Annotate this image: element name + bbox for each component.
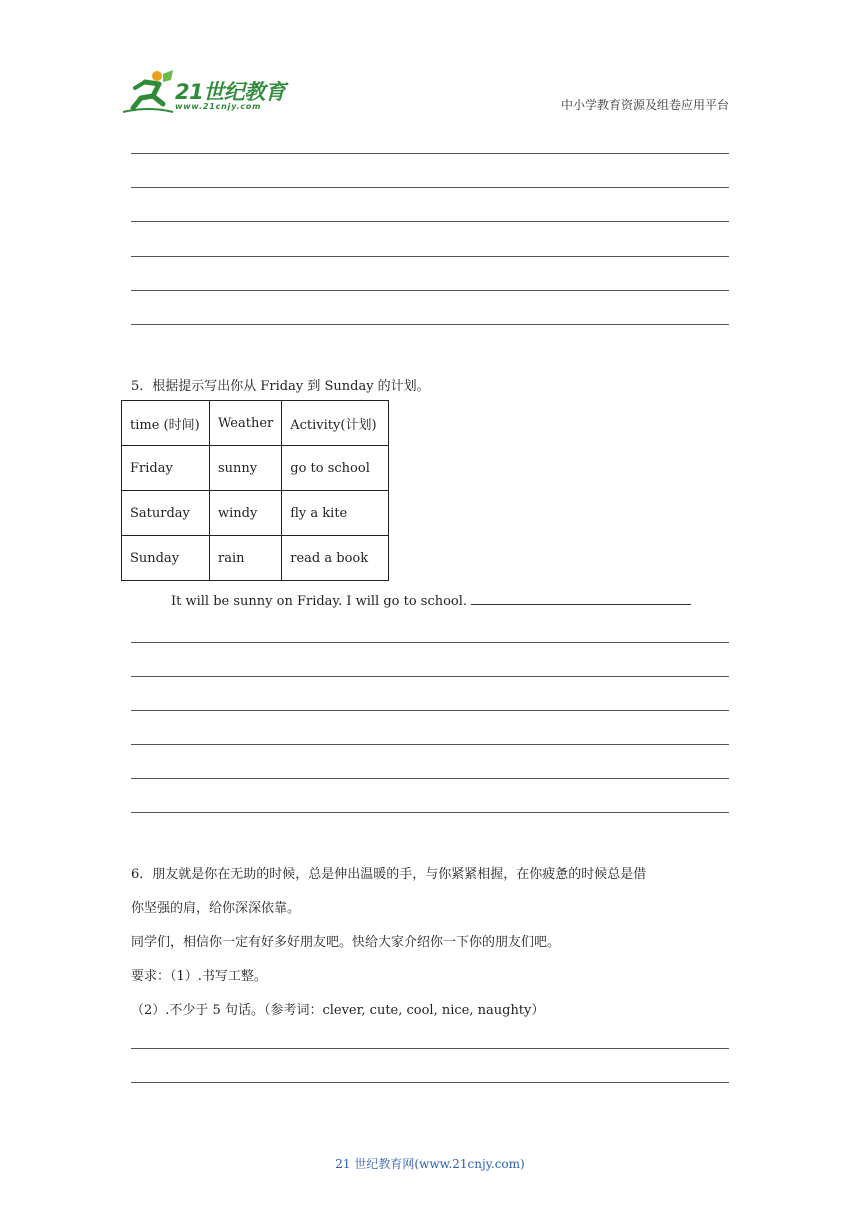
question-6-text: 同学们，相信你一定有好多好朋友吧。快给大家介绍你一下你的朋友们吧。 xyxy=(131,935,561,950)
answer-line[interactable] xyxy=(131,290,729,291)
answer-line[interactable] xyxy=(131,642,729,643)
table-row xyxy=(122,536,389,581)
table-cell: Sunday xyxy=(122,536,210,581)
table-row xyxy=(122,491,389,536)
question-6-requirement: （2）.不少于 5 句话。（参考词：clever, cute, cool, nice, naughty） xyxy=(131,1003,545,1018)
table-cell: go to school xyxy=(282,446,389,491)
platform-tagline: 中小学教育资源及组卷应用平台 xyxy=(560,98,729,112)
answer-line[interactable] xyxy=(131,676,729,677)
question-5-prompt: 5．根据提示写出你从 Friday 到 Sunday 的计划。 xyxy=(131,379,430,394)
answer-line[interactable] xyxy=(131,778,729,779)
table-cell: Saturday xyxy=(122,491,210,536)
footer-link[interactable]: 21 世纪教育网(www.21cnjy.com) xyxy=(335,1157,525,1171)
answer-line[interactable] xyxy=(131,221,729,222)
example-text: It will be sunny on Friday. I will go to school. xyxy=(171,594,468,609)
table-cell: Friday xyxy=(122,446,210,491)
table-header-cell: Activity(计划) xyxy=(282,401,389,446)
answer-line[interactable] xyxy=(131,744,729,745)
answer-line[interactable] xyxy=(131,187,729,188)
answer-line[interactable] xyxy=(131,256,729,257)
answer-line[interactable] xyxy=(131,812,729,813)
table-header-cell: time (时间) xyxy=(122,401,210,446)
fill-blank[interactable] xyxy=(471,604,691,605)
logo-text: 21世纪教育 xyxy=(175,80,286,104)
table-header-cell: Weather xyxy=(210,401,282,446)
site-logo xyxy=(123,68,293,118)
answer-line[interactable] xyxy=(131,1082,729,1083)
table-cell: windy xyxy=(210,491,282,536)
question-6-text: 6．朋友就是你在无助的时候，总是伸出温暖的手，与你紧紧相握，在你疲惫的时候总是借 xyxy=(131,867,647,882)
question-6-text: 你坚强的肩，给你深深依靠。 xyxy=(131,901,301,916)
example-sentence xyxy=(171,594,691,609)
answer-line[interactable] xyxy=(131,1048,729,1049)
table-cell: fly a kite xyxy=(282,491,389,536)
logo-url: www.21cnjy.com xyxy=(175,102,262,111)
answer-line[interactable] xyxy=(131,153,729,154)
running-figure-icon xyxy=(123,68,175,116)
table-header-row xyxy=(122,401,389,446)
table-cell: sunny xyxy=(210,446,282,491)
answer-line[interactable] xyxy=(131,710,729,711)
plan-table xyxy=(121,400,389,581)
table-cell: rain xyxy=(210,536,282,581)
question-6-requirement: 要求：（1）.书写工整。 xyxy=(131,969,267,984)
table-row xyxy=(122,446,389,491)
table-cell: read a book xyxy=(282,536,389,581)
answer-line[interactable] xyxy=(131,324,729,325)
